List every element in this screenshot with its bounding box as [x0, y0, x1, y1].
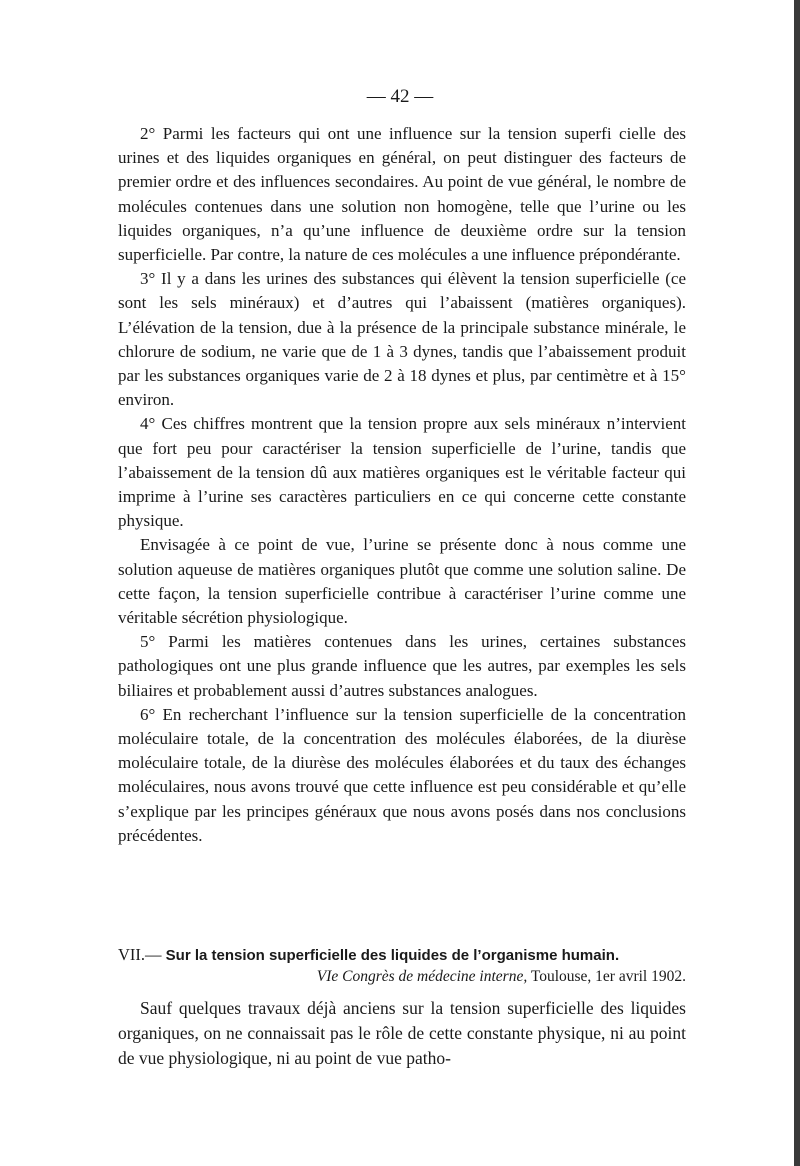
section-heading — [118, 944, 698, 967]
page-number: — 42 — — [366, 86, 434, 107]
section-title: Sur la tension superficielle des liquides de l’organisme humain. — [165, 947, 620, 964]
paragraph-3: 3° Il y a dans les urines des substances qui élèvent la tension superficielle (ce sont les sels minéraux) et d’autres qui l’abaissent (matières organiques). L’élévation de la tension, due à la présence de la principale substance minérale, le chlorure de sodium, ne varie que de 1 à 3 dynes, tandis que l’abaissement produit par les substances organiques varie de 2 à 18 dynes et plus, par centimètre et à 15° environ. — [118, 269, 686, 410]
section-source — [118, 966, 686, 988]
source-venue: VIe Congrès de médecine interne, — [316, 968, 528, 985]
section-body — [118, 996, 686, 1071]
paragraph-4: 4° Ces chiffres montrent que la tension propre aux sels minéraux n’intervient que fort peu pour caractériser la tension superficielle de l’urine, tandis que l’abaissement de la tension dû aux matières organiques est le véritable facteur qui imprime à l’urine ses caractères particuliers en ce qui concerne cette constante physique. — [118, 414, 686, 531]
paragraph-5: 5° Parmi les matières contenues dans les urines, certaines substances pathologiques ont une plus grande influence que les autres, par exemples les sels biliaires et probablement aussi d’autres substances analogues. — [118, 632, 686, 700]
page-edge-shadow — [794, 0, 800, 1166]
paragraph-6: 6° En recherchant l’influence sur la tension superficielle de la concentration moléculaire totale, de la concentration des molécules élaborées, de la diurèse moléculaire totale, de la diurèse des molécules élaborées et du taux des échanges moléculaires, nous avons trouvé que cette influence est peu considérable et qu’elle s’explique par les principes généraux que nous avons posés dans nos conclusions précédentes. — [118, 704, 686, 845]
section-number: VII.— — [118, 945, 162, 964]
paragraph-4-continued: Envisagée à ce point de vue, l’urine se présente donc à nous comme une solution aqueuse de matières organiques plutôt que comme une solution saline. De cette façon, la tension superficielle contribue à caractériser l’urine comme une véritable sécrétion physiologique. — [118, 535, 686, 628]
paragraph-2: 2° Parmi les facteurs qui ont une influence sur la tension superfi cielle des urines et des liquides organiques en général, on peut distinguer des facteurs de premier ordre et des influences secondaires. Au point de vue général, le nombre de molécules contenues dans une solution non homogène, telle que l’urine ou les liquides organiques, n’a qu’une influence de deuxième ordre sur la tension superficielle. Par contre, la nature de ces molécules a une influence prépondérante. — [118, 124, 686, 265]
source-place-date: Toulouse, 1er avril 1902. — [530, 968, 686, 985]
conclusions-text — [118, 122, 686, 848]
closing-paragraph: Sauf quelques travaux déjà anciens sur la tension superficielle des liquides organiques, on ne connaissait pas le rôle de cette constante physique, ni au point de vue physiologique, ni au point de vue patho- — [118, 998, 686, 1068]
